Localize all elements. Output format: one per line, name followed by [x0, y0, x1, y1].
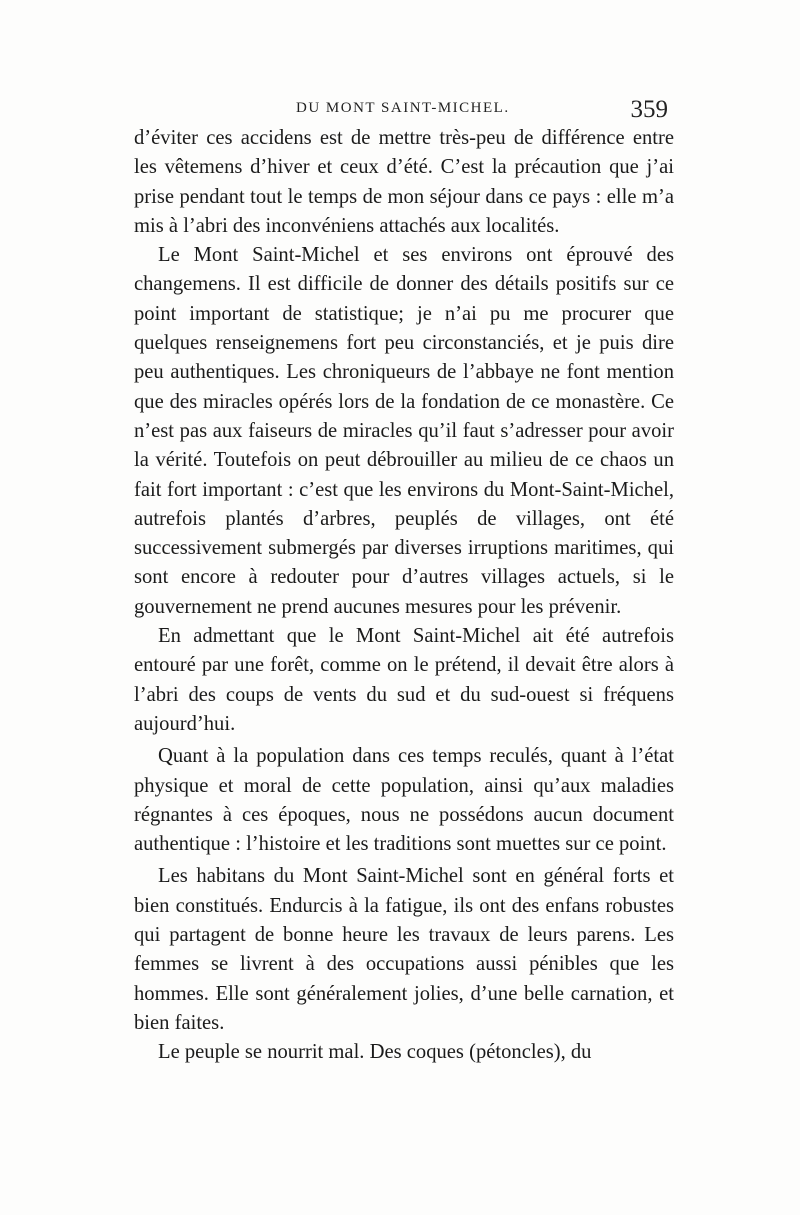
- page-number: 359: [630, 96, 668, 123]
- running-title: DU MONT SAINT-MICHEL.: [296, 100, 510, 116]
- page-header: [134, 96, 674, 126]
- body-text: [134, 124, 674, 1068]
- paragraph-6: Le peuple se nourrit mal. Des coques (pétoncles), du: [158, 1041, 592, 1064]
- paragraph-1: d’éviter ces accidens est de mettre très-peu de différence entre les vêtemens d’hiver et ceux d’été. C’est la précaution que j’ai prise pendant tout le temps de mon séjour dans ce pays : elle m’a mis à l’abri des inconvéniens attachés aux localités.: [134, 127, 674, 237]
- paragraph-5: Les habitans du Mont Saint-Michel sont en général forts et bien constitués. Endurcis à la fatigue, ils ont des enfans robustes qui partagent de bonne heure les travaux de leurs parens. Les femmes se livrent à des occupations aussi pénibles que les hommes. Elle sont généralement jolies, d’une belle carnation, et bien faites.: [134, 865, 674, 1034]
- paragraph-3: En admettant que le Mont Saint-Michel ait été autrefois entouré par une forêt, comme on le prétend, il devait être alors à l’abri des coups de vents du sud et du sud-ouest si fréquens aujourd’hui.: [134, 625, 674, 735]
- paragraph-2: Le Mont Saint-Michel et ses environs ont éprouvé des changemens. Il est difficile de donner des détails positifs sur ce point important de statistique; je n’ai pu me procurer que quelques renseignemens fort peu circonstanciés, et je puis dire peu authentiques. Les chroniqueurs de l’abbaye ne font mention que des miracles opérés lors de la fondation de ce monastère. Ce n’est pas aux faiseurs de miracles qu’il faut s’adresser pour avoir la vérité. Toutefois on peut débrouiller au milieu de ce chaos un fait fort important : c’est que les environs du Mont-Saint-Michel, autrefois plantés d’arbres, peuplés de villages, ont été successivement submergés par diverses irruptions maritimes, qui sont encore à redouter pour d’autres villages actuels, si le gouvernement ne prend aucunes mesures pour les prévenir.: [134, 244, 674, 618]
- paragraph-4: Quant à la population dans ces temps reculés, quant à l’état physique et moral de cette population, ainsi qu’aux maladies régnantes à ces époques, nous ne possédons aucun document authentique : l’histoire et les traditions sont muettes sur ce point.: [134, 745, 674, 856]
